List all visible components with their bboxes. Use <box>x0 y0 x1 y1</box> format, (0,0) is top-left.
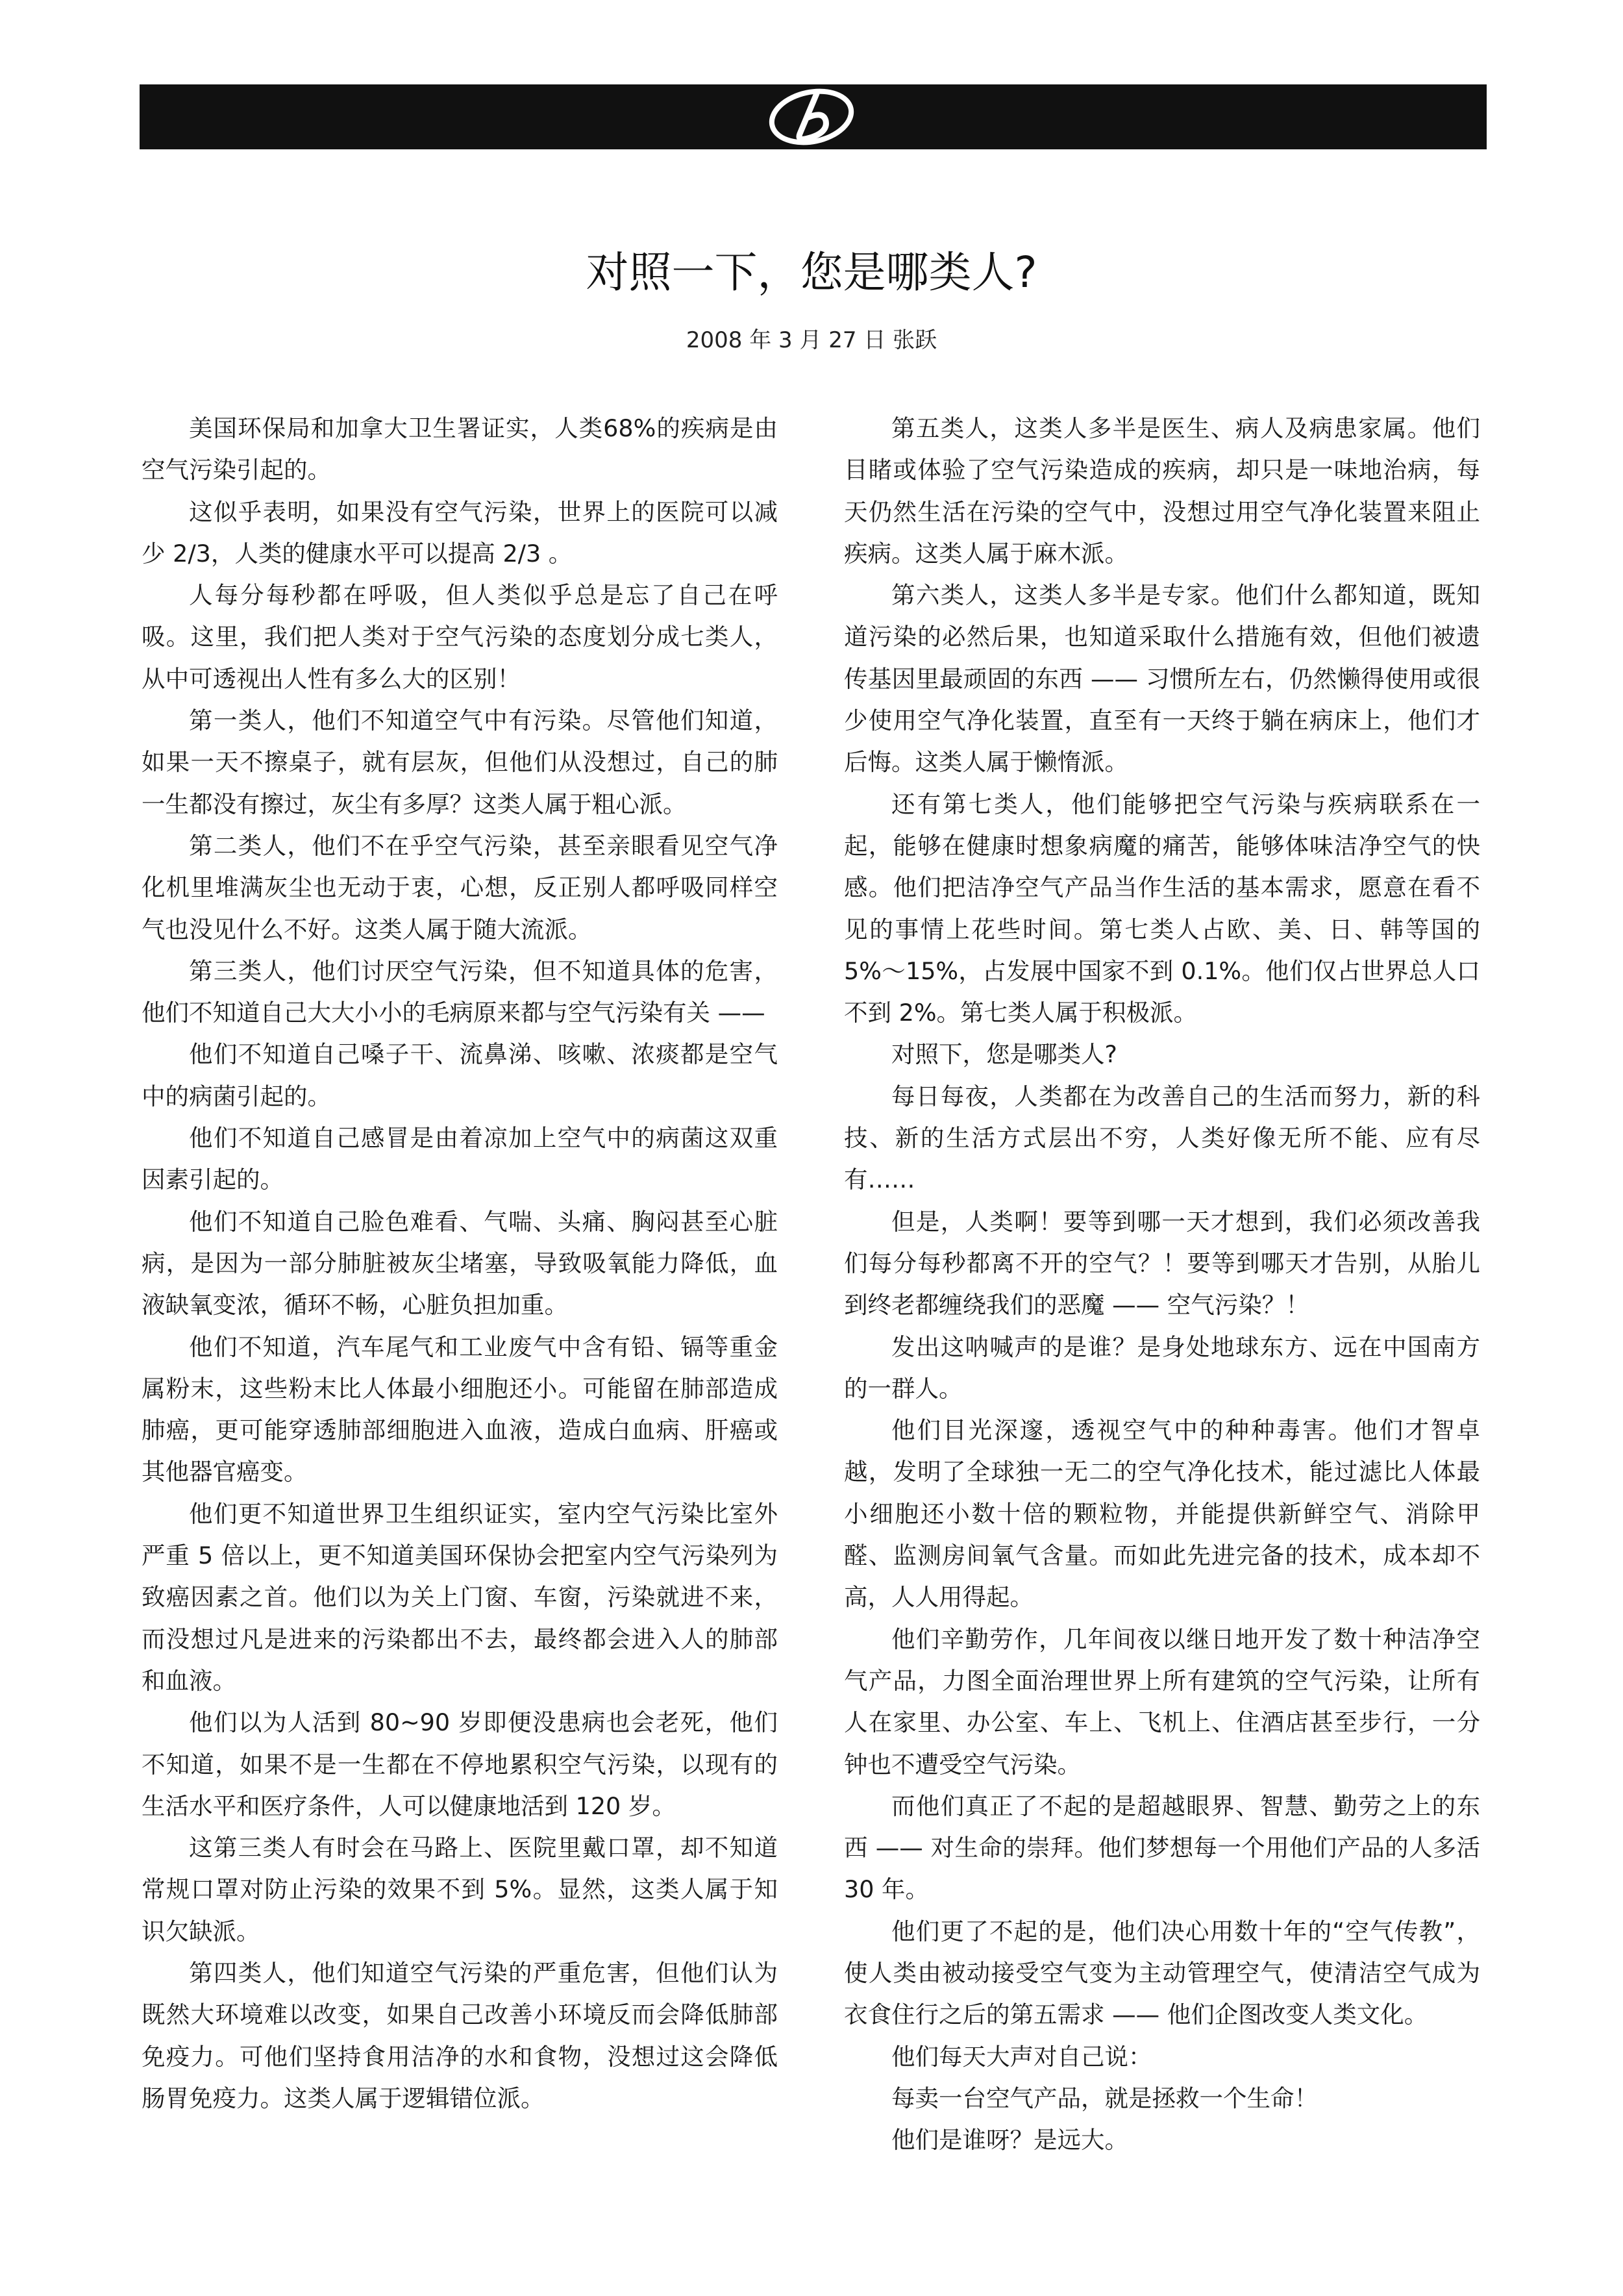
paragraph: 美国环保局和加拿大卫生署证实，人类68%的疾病是由空气污染引起的。 <box>142 414 778 484</box>
paragraph: 他们每天大声对自己说： <box>891 2042 1152 2071</box>
paragraph: 他们以为人活到 80~90 岁即便没患病也会老死，他们不知道，如果不是一生都在不停地累积空气污染，以现有的生活水平和医疗条件，人可以健康地活到 120 岁。 <box>142 1708 778 1820</box>
paragraph: 但是，人类啊！要等到哪一天才想到，我们必须改善我们每分每秒都离不开的空气？！要等到哪天才告别，从胎儿到终老都缠绕我们的恶魔 —— 空气污染？！ <box>844 1207 1480 1319</box>
paragraph: 第五类人，这类人多半是医生、病人及病患家属。他们目睹或体验了空气污染造成的疾病，却只是一味地治病，每天仍然生活在污染的空气中，没想过用空气净化装置来阻止疾病。这类人属于麻木派。 <box>844 414 1480 568</box>
paragraph: 发出这呐喊声的是谁？是身处地球东方、远在中国南方的一群人。 <box>844 1332 1480 1403</box>
paragraph: 第六类人，这类人多半是专家。他们什么都知道，既知道污染的必然后果，也知道采取什么措施有效，但他们被遗传基因里最顽固的东西 —— 习惯所左右，仍然懒得使用或很少使用空气净化装置，直至有一天终于躺在病床上，他们才后悔。这类人属于懒惰派。 <box>844 581 1480 777</box>
paragraph: 他们辛勤劳作，几年间夜以继日地开发了数十种洁净空气产品，力图全面治理世界上所有建筑的空气污染，让所有人在家里、办公室、车上、飞机上、住酒店甚至步行，一分钟也不遭受空气污染。 <box>844 1625 1480 1778</box>
paragraph: 他们不知道自己感冒是由着凉加上空气中的病菌这双重因素引起的。 <box>142 1124 778 1194</box>
paragraph: 第一类人，他们不知道空气中有污染。尽管他们知道，如果一天不擦桌子，就有层灰，但他们从没想过，自己的肺一生都没有擦过，灰尘有多厚？这类人属于粗心派。 <box>142 706 778 818</box>
paragraph: 对照下，您是哪类人? <box>891 1040 1117 1069</box>
paragraph: 第三类人，他们讨厌空气污染，但不知道具体的危害，他们不知道自己大大小小的毛病原来都与空气污染有关 —— <box>142 956 778 1027</box>
article-date-author: 2008 年 3 月 27 日 张跃 <box>686 327 937 353</box>
paragraph: 他们目光深邃，透视空气中的种种毒害。他们才智卓越，发明了全球独一无二的空气净化技术，能过滤比人体最小细胞还小数十倍的颗粒物，并能提供新鲜空气、消除甲醛、监测房间氧气含量。而如此先进完备的技术，成本却不高，人人用得起。 <box>844 1416 1480 1612</box>
right-column <box>844 408 1480 2161</box>
paragraph: 他们不知道自己脸色难看、气喘、头痛、胸闷甚至心脏病，是因为一部分肺脏被灰尘堵塞，导致吸氧能力降低，血液缺氧变浓，循环不畅，心脏负担加重。 <box>142 1207 778 1319</box>
brand-logo-icon <box>766 88 857 145</box>
paragraph: 每卖一台空气产品，就是拯救一个生命！ <box>891 2084 1318 2112</box>
paragraph: 他们不知道自己嗓子干、流鼻涕、咳嗽、浓痰都是空气中的病菌引起的。 <box>142 1040 778 1110</box>
article-title: 对照一下，您是哪类人? <box>586 247 1037 297</box>
left-column <box>142 408 778 2119</box>
paragraph: 他们不知道，汽车尾气和工业废气中含有铅、镉等重金属粉末，这些粉末比人体最小细胞还小。可能留在肺部造成肺癌，更可能穿透肺部细胞进入血液，造成白血病、肝癌或其他器官癌变。 <box>142 1332 778 1486</box>
paragraph: 他们更不知道世界卫生组织证实，室内空气污染比室外严重 5 倍以上，更不知道美国环保协会把室内空气污染列为致癌因素之首。他们以为关上门窗、车窗，污染就进不来，而没想过凡是进来的污染都出不去，最终都会进入人的肺部和血液。 <box>142 1499 778 1695</box>
paragraph: 而他们真正了不起的是超越眼界、智慧、勤劳之上的东西 —— 对生命的崇拜。他们梦想每一个用他们产品的人多活 30 年。 <box>844 1791 1480 1904</box>
paragraph: 他们是谁呀？是远大。 <box>891 2126 1128 2154</box>
paragraph: 每日每夜，人类都在为改善自己的生活而努力，新的科技、新的生活方式层出不穷，人类好像无所不能、应有尽有…… <box>844 1082 1480 1194</box>
paragraph: 第二类人，他们不在乎空气污染，甚至亲眼看见空气净化机里堆满灰尘也无动于衷，心想，反正别人都呼吸同样空气也没见什么不好。这类人属于随大流派。 <box>142 831 778 943</box>
paragraph: 这第三类人有时会在马路上、医院里戴口罩，却不知道常规口罩对防止污染的效果不到 5%。显然，这类人属于知识欠缺派。 <box>142 1834 778 1945</box>
paragraph: 人每分每秒都在呼吸，但人类似乎总是忘了自己在呼吸。这里，我们把人类对于空气污染的态度划分成七类人，从中可透视出人性有多么大的区别！ <box>142 581 778 693</box>
paragraph: 第四类人，他们知道空气污染的严重危害，但他们认为既然大环境难以改变，如果自己改善小环境反而会降低肺部免疫力。可他们坚持食用洁净的水和食物，没想过这会降低肠胃免疫力。这类人属于逻辑错位派。 <box>142 1958 778 2112</box>
paragraph: 他们更了不起的是，他们决心用数十年的“空气传教”，使人类由被动接受空气变为主动管理空气，使清洁空气成为衣食住行之后的第五需求 —— 他们企图改变人类文化。 <box>844 1917 1480 2029</box>
paragraph: 还有第七类人，他们能够把空气污染与疾病联系在一起，能够在健康时想象病魔的痛苦，能够体味洁净空气的快感。他们把洁净空气产品当作生活的基本需求，愿意在看不见的事情上花些时间。第七类人占欧、美、日、韩等国的 5%～15%，占发展中国家不到 0.1%。他们仅占世界总人口不到 2%。第七类人属于积极派。 <box>844 790 1480 1027</box>
paragraph: 这似乎表明，如果没有空气污染，世界上的医院可以减少 2/3，人类的健康水平可以提高 2/3 。 <box>142 497 778 568</box>
